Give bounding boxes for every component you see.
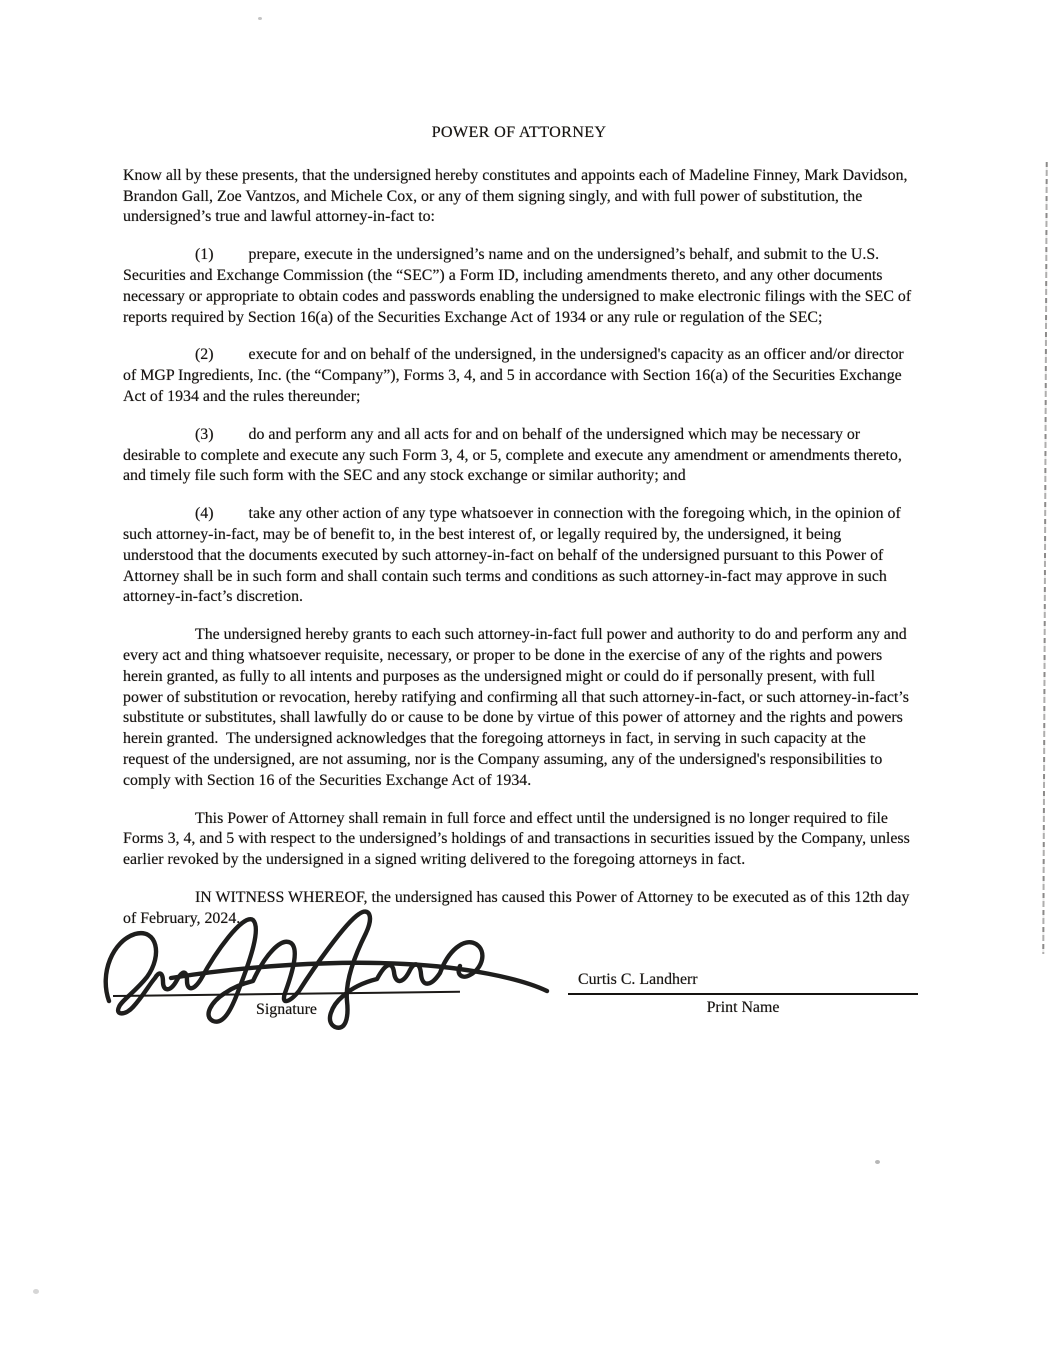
clause-3-number: (3) [195, 425, 214, 443]
scan-speck [258, 17, 262, 20]
opening-paragraph: Know all by these presents, that the undersigned hereby constitutes and appoints each of Madeline Finney, Mark Davidson, Brandon Gall, Zoe Vantzos, and Michele Cox, or any of them signing singly, and with full power of substitution, the undersigned’s true and lawful attorney-in-fact to: [123, 166, 912, 226]
clause-1-number: (1) [195, 246, 214, 264]
clause-4-text: take any other action of any type whatsoever in connection with the foregoing which, in the opinion of such attorney-in-fact, may be of benefit to, in the best interest of, or legally required by, the undersigned, it being understood that the documents executed by such attorney-in-fact on behalf of the undersigned pursuant to this Power of Attorney shall be in such form and shall contain such terms and conditions as such attorney-in-fact may approve in such attorney-in-fact’s discretion. [123, 505, 905, 606]
scan-artifact-vertical-line [1042, 162, 1047, 954]
signature-label: Signature [256, 1001, 317, 1018]
print-name-value: Curtis C. Landherr [578, 971, 698, 988]
document-title: POWER OF ATTORNEY [431, 123, 607, 141]
scan-speck [875, 1160, 880, 1164]
clause-2-text: execute for and on behalf of the undersigned, in the undersigned's capacity as an officer and/or director of MGP Ingredients, Inc. (the “Company”), Forms 3, 4, and 5 in accordance with Section 16(a) of the Securities Exchange Act of 1934 and the rules thereunder; [123, 346, 908, 405]
grant-paragraph: The undersigned hereby grants to each such attorney-in-fact full power and authority to do and perform any and every act and thing whatsoever requisite, necessary, or proper to be done in the exercise of any of the rights and powers herein granted, as fully to all intents and purposes as the undersigned might or could do if personally present, with full power of substitution or revocation, hereby ratifying and confirming all that such attorney-in-fact, or such attorney-in-fact’s substitute or substitutes, shall lawfully do or cause to be done by virtue of this power of attorney and the rights and powers herein granted. The undersigned acknowledges that the foregoing attorneys in fact, in serving in such capacity at the request of the undersigned, are not assuming, nor is the Company assuming, any of the undersigned's responsibilities to comply with Section 16 of the Securities Exchange Act of 1934. [123, 626, 913, 789]
clause-1-text: prepare, execute in the undersigned’s name and on the undersigned’s behalf, and submit to the U.S. Securities and Exchange Commission (the “SEC”) a Form ID, including amendments thereto, and any other documents necessary or appropriate to obtain codes and passwords enabling the undersigned to make electronic filings with the SEC of reports required by Section 16(a) of the Securities Exchange Act of 1934 or any rule or regulation of the SEC; [123, 246, 916, 326]
clause-2-number: (2) [195, 346, 214, 364]
clause-3-text: do and perform any and all acts for and on behalf of the undersigned which may be necessary or desirable to complete and execute any such Form 3, 4, or 5, complete and execute any amendment or amendments thereto, and timely file such form with the SEC and any stock exchange or similar authority; and [123, 425, 906, 485]
clause-4 [123, 504, 915, 608]
witness-clause: IN WITNESS WHEREOF, the undersigned has caused this Power of Attorney to be executed as of this 12th day of February, 2024. [123, 888, 914, 927]
clause-4-number: (4) [195, 505, 214, 523]
print-name-line [568, 993, 918, 995]
duration-paragraph: This Power of Attorney shall remain in full force and effect until the undersigned is no longer required to file Forms 3, 4, and 5 with respect to the undersigned’s holdings of and transactions in securities issued by the Company, unless earlier revoked by the undersigned in a signed writing delivered to the foregoing attorneys in fact. [123, 809, 914, 869]
print-name-label: Print Name [706, 999, 780, 1016]
clause-3 [123, 425, 915, 487]
handwritten-signature [95, 903, 565, 1043]
document-body [123, 122, 915, 947]
clause-2 [123, 345, 915, 407]
scan-speck [33, 1289, 39, 1294]
clause-1 [123, 245, 915, 328]
